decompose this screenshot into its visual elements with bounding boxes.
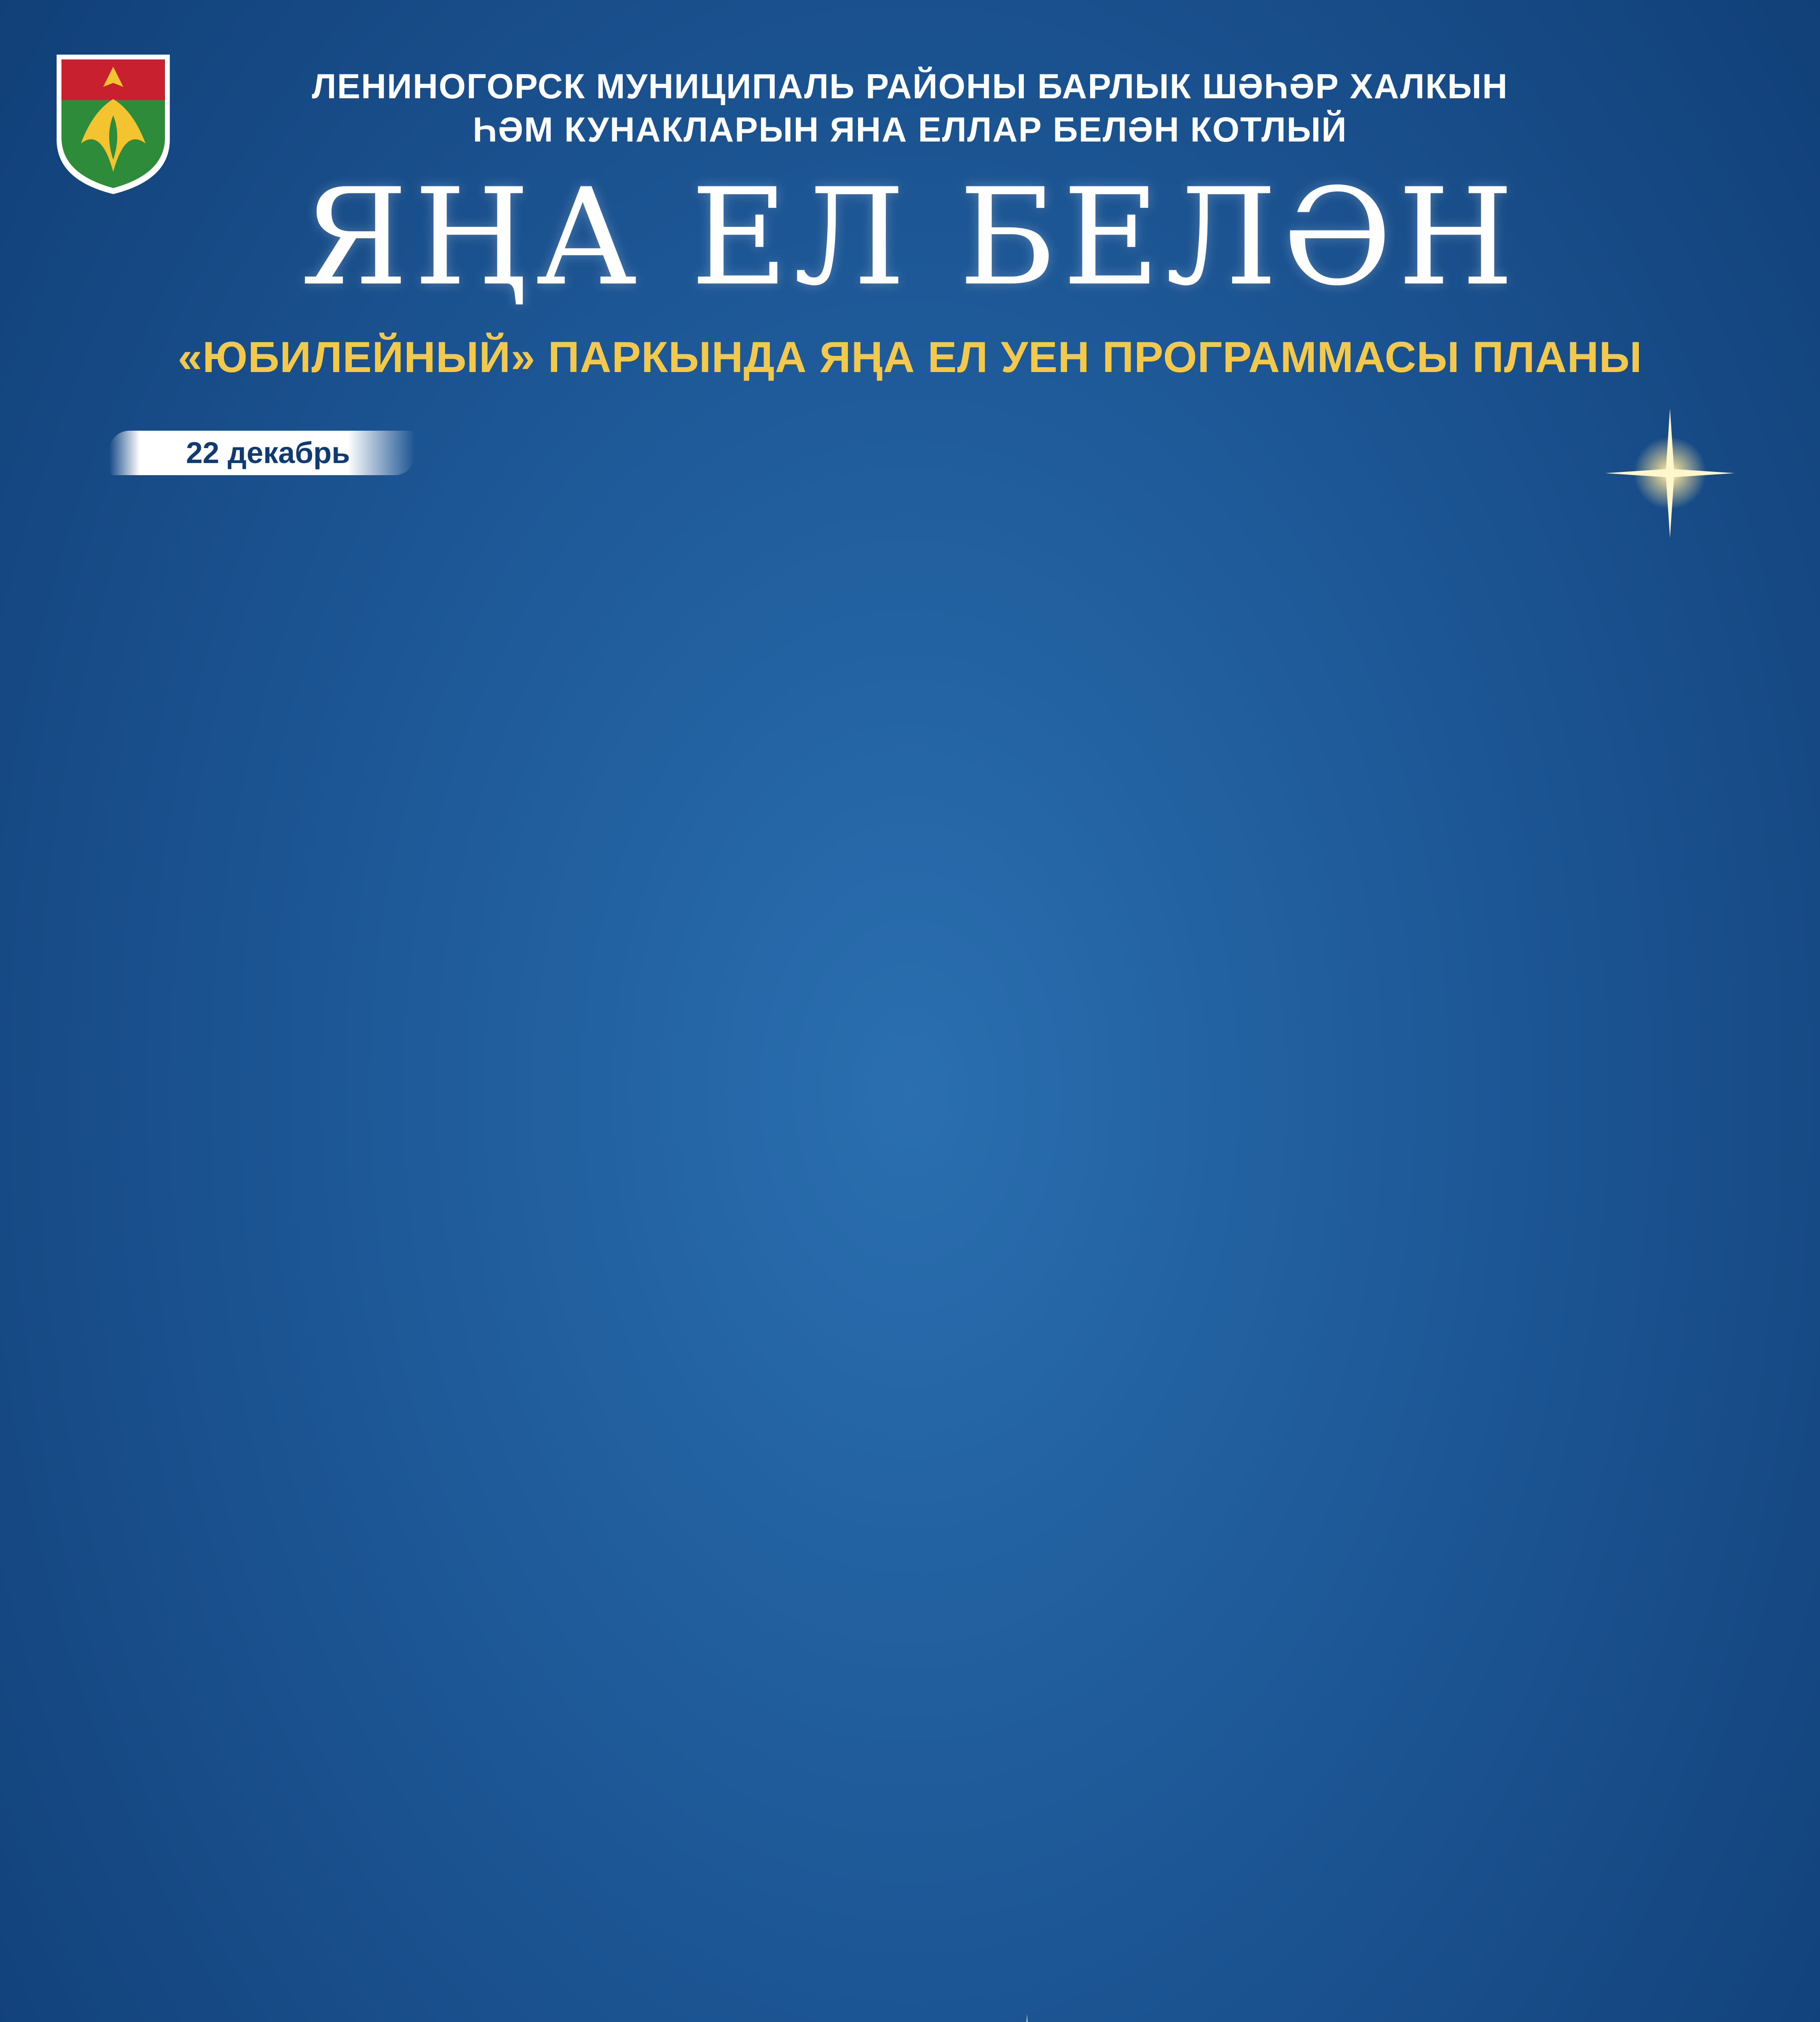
page-subtitle: «ЮБИЛЕЙНЫЙ» ПАРКЫНДА ЯҢА ЕЛ УЕН ПРОГРАММАСЫ ПЛАНЫ xyxy=(178,332,1642,381)
page-title: ЯҢА ЕЛ БЕЛӘН xyxy=(300,160,1520,315)
header-line-2: ҺӘМ КУНАКЛАРЫН ЯНА ЕЛЛАР БЕЛӘН КОТЛЫЙ xyxy=(473,110,1347,149)
header-line-1: ЛЕНИНОГОРСК МУНИЦИПАЛЬ РАЙОНЫ БАРЛЫК ШӘҺӘР ХАЛКЫН xyxy=(312,67,1508,106)
star-icon xyxy=(1605,408,1735,538)
day-date: 22 декабрь xyxy=(109,431,415,475)
day-header xyxy=(109,431,415,475)
star-icon xyxy=(970,2014,1084,2022)
